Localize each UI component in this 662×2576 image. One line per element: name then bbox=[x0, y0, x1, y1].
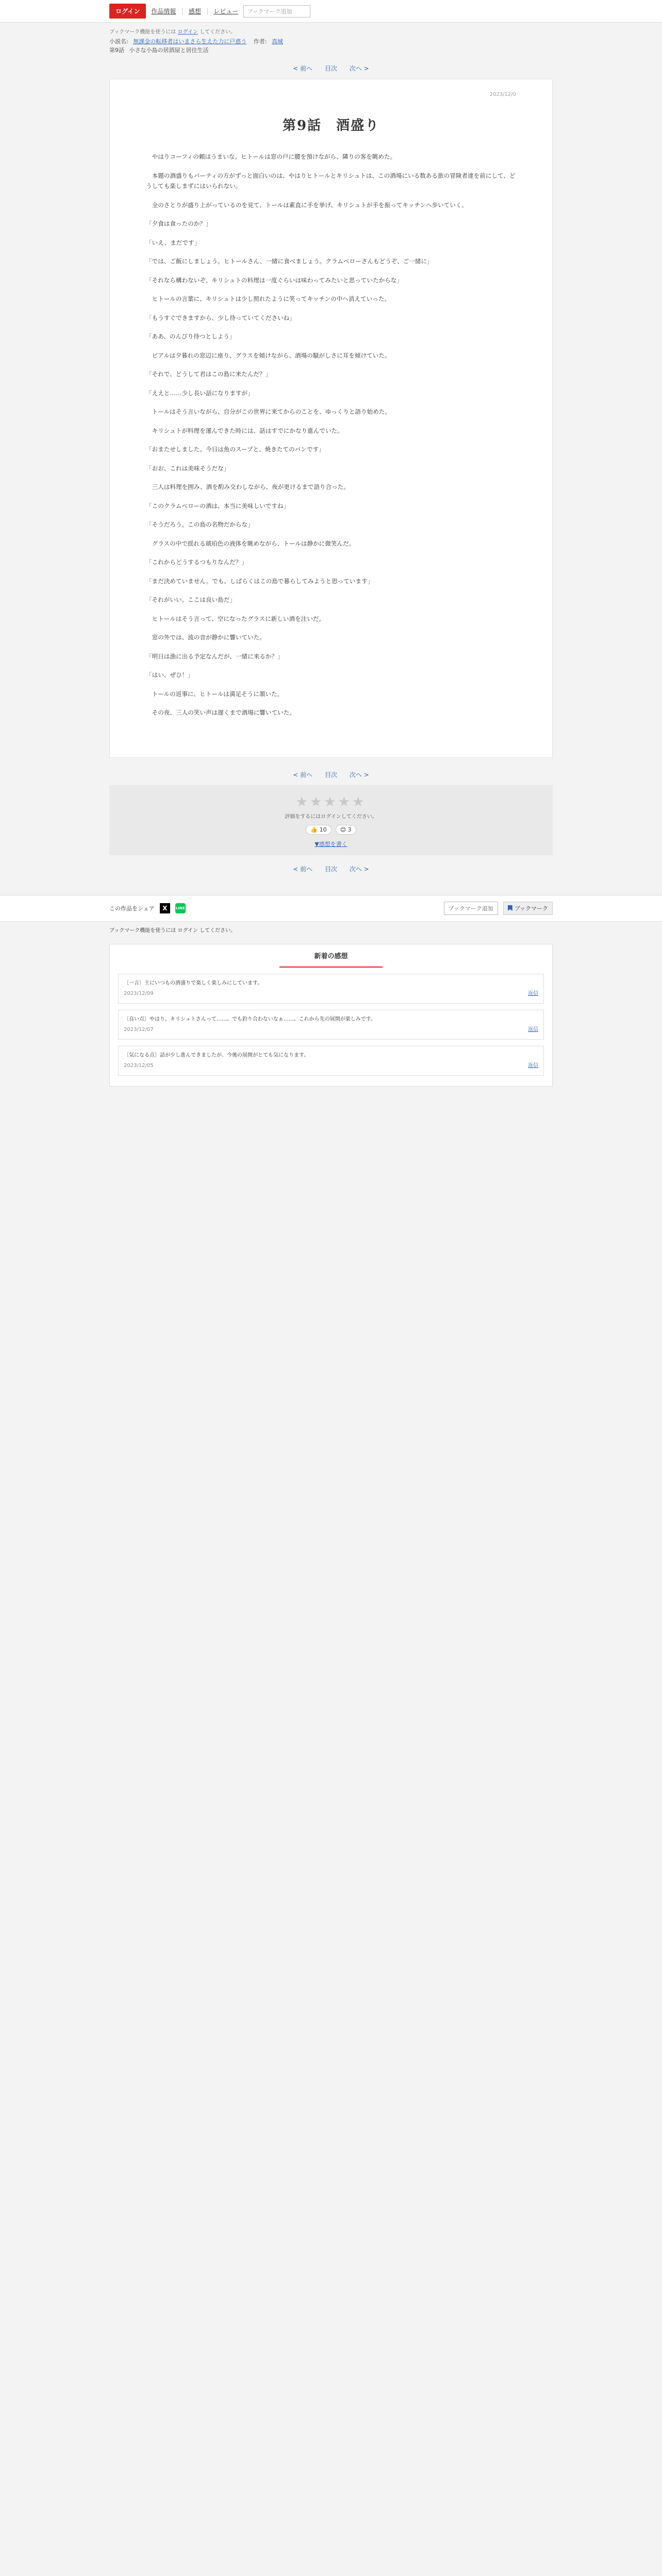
body-paragraph: 「まだ決めていません。でも、しばらくはこの島で暮らしてみようと思っています」 bbox=[146, 577, 374, 585]
body-paragraph: その夜、三人の笑い声は遅くまで酒場に響いていた。 bbox=[146, 709, 295, 716]
body-paragraph: 「それで、どうして君はこの島に来たんだ？」 bbox=[146, 370, 272, 378]
reply-link[interactable]: 返信 bbox=[528, 990, 538, 996]
reaction-button[interactable]: 👍 10 bbox=[306, 825, 331, 835]
impression-meta bbox=[124, 1026, 538, 1034]
login-link[interactable]: ログイン bbox=[177, 29, 198, 35]
prev-link[interactable]: < 前へ bbox=[293, 865, 313, 873]
series-row bbox=[109, 37, 553, 46]
impression-date: 2023/12/05 bbox=[124, 1062, 154, 1069]
bookmark-label: ブックマーク bbox=[514, 905, 548, 912]
bottom-pager bbox=[0, 758, 662, 785]
body-paragraph: 「明日は漁に出る予定なんだが、一緒に来るか？」 bbox=[146, 652, 284, 660]
body-paragraph: 「おお、これは美味そうだな」 bbox=[146, 464, 230, 472]
body-paragraph: キリシュトが料理を運んできた時には、話はすでにかなり進んでいた。 bbox=[146, 427, 343, 434]
body-paragraph: 「そうだろう。この島の名物だからな」 bbox=[146, 521, 254, 528]
impression-date: 2023/12/07 bbox=[124, 1026, 154, 1032]
note-suffix: してください。 bbox=[200, 29, 236, 35]
impression-text: 〔一言〕主にいつもの酒盛りで楽しく楽しみにしています。 bbox=[124, 980, 263, 986]
body-paragraph: 窓の外では、波の音が静かに響いていた。 bbox=[146, 634, 266, 641]
body-paragraph: 「それがいい。ここは良い島だ」 bbox=[146, 596, 236, 603]
next-link[interactable]: 次へ > bbox=[349, 771, 369, 778]
login-note bbox=[109, 28, 553, 37]
nav-divider: | bbox=[206, 7, 209, 15]
body-paragraph: トールはそう言いながら、自分がこの世界に来てからのことを、ゆっくりと語り始めた。 bbox=[146, 408, 391, 415]
header-meta bbox=[109, 23, 553, 55]
author-label: 作者: bbox=[253, 38, 267, 45]
write-impression-text[interactable]: ▼感想を書く bbox=[315, 840, 347, 848]
body-paragraph: ヒトールはそう言って、空になったグラスに新しい酒を注いだ。 bbox=[146, 615, 325, 622]
impression-date: 2023/12/09 bbox=[124, 990, 154, 996]
body-paragraph: 全のさとりが盛り上がっているのを見て、トールは素直に手を挙げ、キリシュトが手を振ってキッチンへ歩いていく。 bbox=[146, 201, 468, 209]
series-link[interactable]: 無課金の転移者はいまさら生えた力に戸惑う bbox=[133, 38, 247, 45]
top-bar bbox=[0, 0, 662, 23]
impressions-list bbox=[110, 974, 552, 1076]
impression-item bbox=[118, 974, 544, 1004]
series-label: 小説名: bbox=[109, 38, 128, 45]
body-paragraph: 「おまたせしました。今日は魚のスープと、焼きたてのパンです」 bbox=[146, 446, 325, 453]
add-bookmark-button[interactable]: ブックマーク追加 bbox=[444, 902, 498, 915]
body-paragraph: 「もうすぐできますから、少し待っていてくださいね」 bbox=[146, 314, 295, 321]
list-padding bbox=[110, 1082, 552, 1086]
next-link[interactable]: 次へ > bbox=[349, 65, 369, 72]
lower-pager bbox=[0, 855, 662, 879]
body-paragraph: 「このクラムベローの酒は、本当に美味しいですね」 bbox=[146, 502, 290, 510]
reaction-button[interactable]: 😊 3 bbox=[336, 825, 356, 835]
impression-meta bbox=[124, 990, 538, 998]
index-link[interactable]: 目次 bbox=[324, 65, 337, 72]
impressions-title: 新着の感想 bbox=[279, 944, 383, 968]
reply-link[interactable]: 返信 bbox=[528, 1062, 538, 1069]
body-paragraph: 「ええと……少し長い話になりますが」 bbox=[146, 389, 254, 397]
impression-item bbox=[118, 1046, 544, 1076]
chapter-row bbox=[109, 46, 553, 55]
body-paragraph: 「いえ、まだです」 bbox=[146, 239, 201, 246]
body-paragraph: トールの返事に、ヒトールは満足そうに頷いた。 bbox=[146, 690, 284, 698]
prev-link[interactable]: < 前へ bbox=[293, 65, 313, 72]
body-paragraph: 「では、ご飯にしましょう。ヒトールさん、一緒に食べましょう。クラムベローさんもどうぞ、ご一緒に」 bbox=[146, 258, 433, 265]
prev-link[interactable]: < 前へ bbox=[293, 771, 313, 778]
bookmark-add-box[interactable]: ブックマーク追加 bbox=[243, 5, 310, 18]
new-impressions bbox=[109, 944, 553, 1087]
nav-divider: | bbox=[181, 7, 184, 15]
impression-meta bbox=[124, 1062, 538, 1070]
line-share-icon[interactable]: LINE bbox=[175, 903, 186, 913]
rating-stars[interactable]: ★★★★★ bbox=[295, 794, 367, 810]
nav-reviews[interactable]: レビュー bbox=[213, 8, 239, 15]
body-paragraph: ヒトールの言葉に、キリシュトは少し照れたように笑ってキッチンの中へ消えていった。 bbox=[146, 295, 391, 302]
rating-note: 評価をするにはログインしてください。 bbox=[285, 814, 377, 820]
body-paragraph: 「ああ、のんびり待つとしよう」 bbox=[146, 333, 236, 340]
publish-date: 2023/12/0 bbox=[489, 92, 516, 97]
login-button[interactable]: ログイン bbox=[109, 4, 146, 19]
top-pager bbox=[0, 55, 662, 79]
write-impression-link[interactable] bbox=[109, 840, 553, 848]
index-link[interactable]: 目次 bbox=[324, 771, 337, 778]
impression-text: 〔気になる点〕話が少し進んできましたが、今後の展開がとても気になります。 bbox=[124, 1052, 309, 1058]
chapter-subtitle: 小さな小島の居酒屋と居住生活 bbox=[129, 47, 209, 54]
nav-work-info[interactable]: 作品情報 bbox=[151, 8, 176, 15]
body-paragraph: 「これからどうするつもりなんだ？」 bbox=[146, 558, 247, 566]
reaction-row bbox=[109, 825, 553, 835]
author-link[interactable]: 真城 bbox=[271, 38, 283, 45]
body-paragraph: グラスの中で揺れる琥珀色の液体を眺めながら、トールは静かに微笑んだ。 bbox=[146, 539, 355, 547]
bookmark-icon bbox=[508, 905, 512, 911]
body-paragraph: 「夕食は食ったのか？」 bbox=[146, 220, 212, 227]
note-text: ブックマーク機能を使うには bbox=[109, 29, 176, 35]
bookmark-button[interactable] bbox=[503, 902, 553, 915]
impression-item bbox=[118, 1010, 544, 1040]
body-paragraph: 「それなら構わないぞ、キリシュトの料理は一度ぐらいは味わってみたいと思っていたからな」 bbox=[146, 276, 403, 284]
index-link[interactable]: 目次 bbox=[324, 865, 337, 873]
bottom-login-note: ブックマーク機能を使うには ログイン してください。 bbox=[109, 927, 236, 934]
reply-link[interactable]: 返信 bbox=[528, 1026, 538, 1032]
chapter-label: 第9話 bbox=[109, 47, 124, 54]
share-bar bbox=[0, 895, 662, 922]
chapter-body bbox=[146, 151, 516, 718]
body-paragraph: 三人は料理を囲み、酒を酌み交わしながら、夜が更けるまで語り合った。 bbox=[146, 483, 350, 490]
chapter-title: 第9話 酒盛り bbox=[282, 118, 380, 133]
impression-text: 〔良い点〕やはり、キリシュトさんって……。でも釣り合わないなぁ……。これから先の展開が楽しみです。 bbox=[124, 1016, 376, 1022]
x-share-icon[interactable]: X bbox=[160, 903, 170, 913]
body-paragraph: 「はい、ぜひ！」 bbox=[146, 671, 194, 679]
share-label: この作品をシェア bbox=[109, 905, 155, 912]
rating-box bbox=[109, 785, 553, 855]
body-paragraph: やはりコーフィの頼はうまいな。ヒトールは窓の戸に腰を預けながら、隣りの客を眺めた。 bbox=[146, 153, 396, 160]
body-paragraph: ビアルは夕暮れの窓辺に座り、グラスを傾けながら、酒場の騒がしさに耳を傾けていた。 bbox=[146, 351, 391, 359]
next-link[interactable]: 次へ > bbox=[349, 865, 369, 873]
nav-impressions[interactable]: 感想 bbox=[188, 8, 201, 15]
chapter-article bbox=[109, 79, 553, 758]
body-paragraph: 本題の酒盛りもパーティの方がずっと面白いのは、やはりヒトールとキリシュトは、この酒場にいる数ある旅の冒険者達を前にして、どうしても楽しまずにはいられない。 bbox=[146, 172, 516, 190]
